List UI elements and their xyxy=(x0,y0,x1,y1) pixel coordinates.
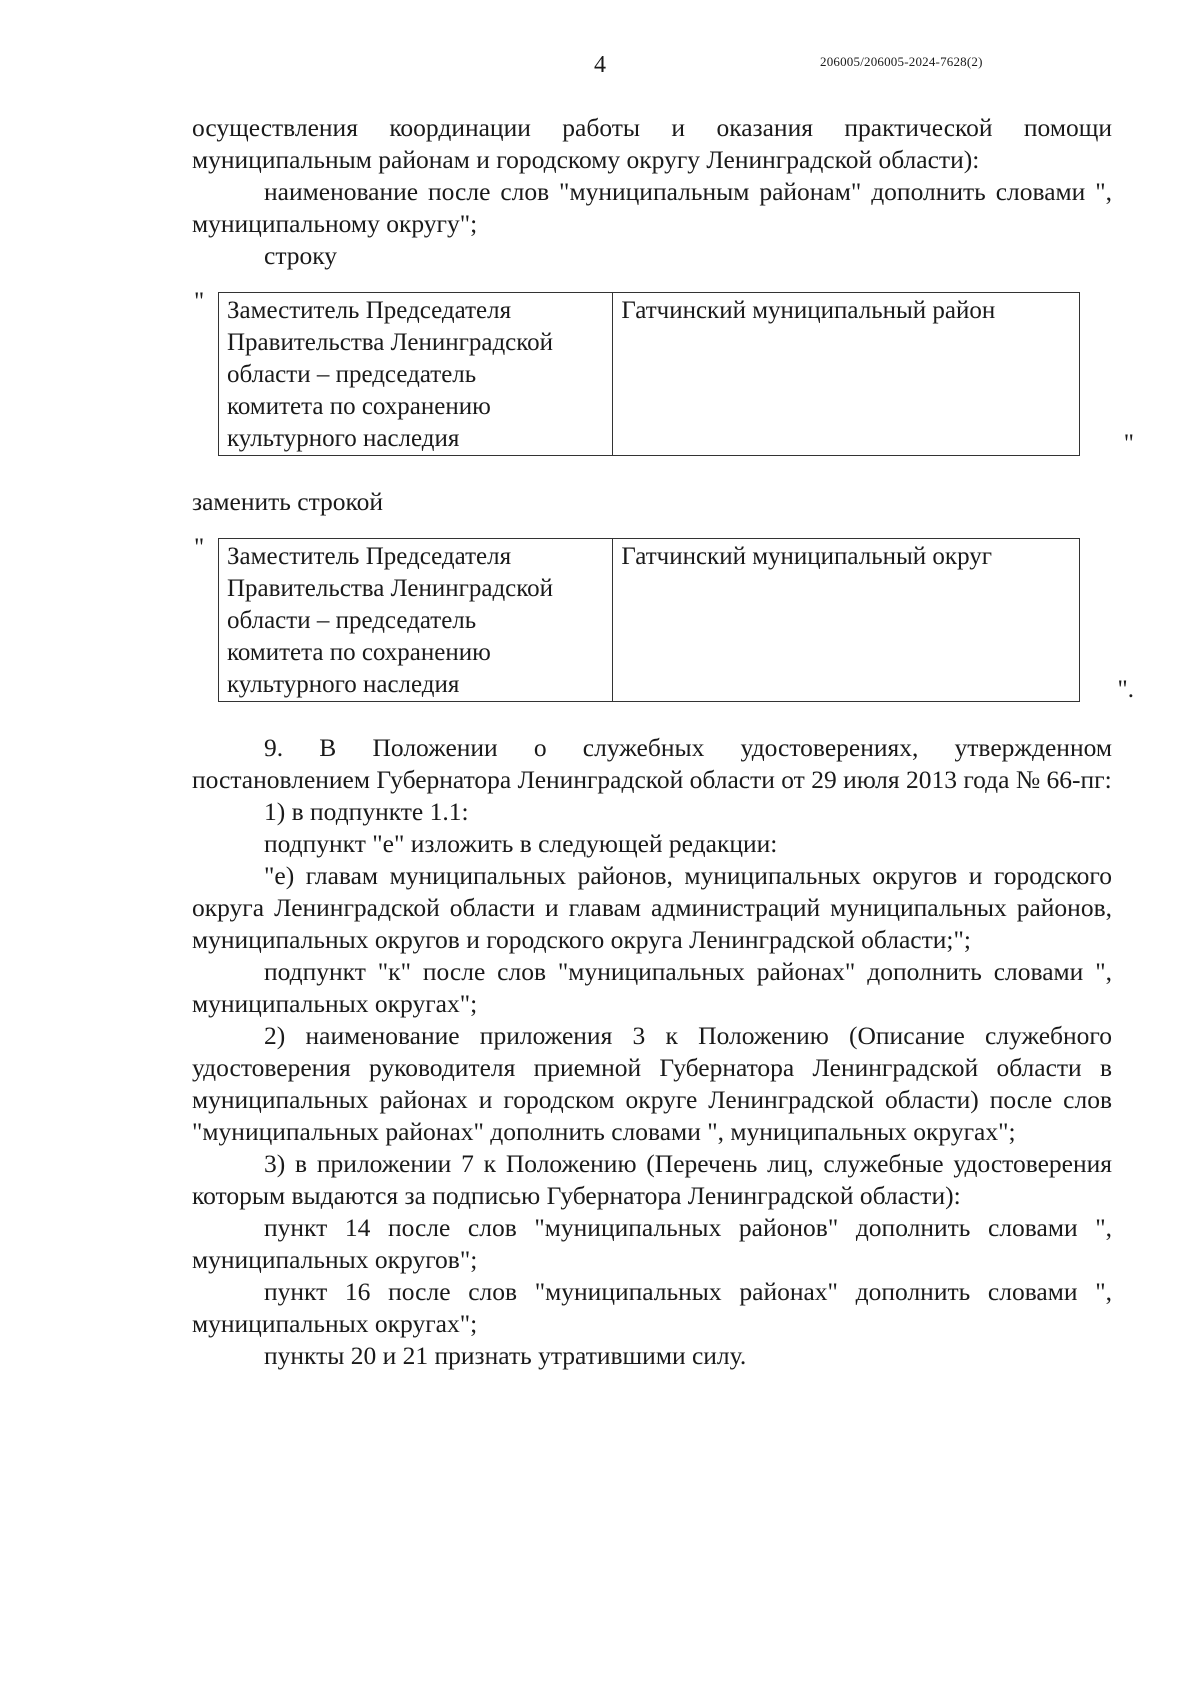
document-body xyxy=(192,112,1134,1372)
cell-line: Заместитель Председателя xyxy=(227,543,512,570)
cell-line: Правительства Ленинградской xyxy=(227,575,554,602)
paragraph-4: заменить строкой xyxy=(192,487,384,516)
cell-line: комитета по сохранению xyxy=(227,393,491,420)
paragraph-2: наименование после слов "муниципальным районам" дополнить словами ", муниципальному округу"; xyxy=(192,177,1112,238)
cell-line: комитета по сохранению xyxy=(227,639,491,666)
open-quote: " xyxy=(194,288,205,315)
cell-line: культурного наследия xyxy=(227,425,460,452)
table-row xyxy=(219,293,1080,456)
paragraph-12: пункт 14 после слов "муниципальных районов" дополнить словами ", муниципальных округов"; xyxy=(192,1213,1112,1274)
cell-line: Правительства Ленинградской xyxy=(227,329,554,356)
paragraph-10: 2) наименование приложения 3 к Положению (Описание служебного удостоверения руководителя приемной Губернатора Ленинградской области в муниципальных районах и городском округе Ленинградской области) после слов "муниципальных районах" дополнить словами ", муниципальных округах"; xyxy=(192,1021,1112,1146)
page-number: 4 xyxy=(594,52,606,78)
table-cell-position xyxy=(219,293,613,456)
cell-line: Заместитель Председателя xyxy=(227,297,512,324)
cell-line: культурного наследия xyxy=(227,671,460,698)
paragraph-6: 1) в подпункте 1.1: xyxy=(264,797,469,826)
document-id: 206005/206005-2024-7628(2) xyxy=(820,54,983,69)
paragraph-3: строку xyxy=(264,241,338,270)
new-row-table-wrap xyxy=(194,534,1134,703)
paragraph-9: подпункт "к" после слов "муниципальных районах" дополнить словами ", муниципальных округах"; xyxy=(192,957,1112,1018)
cell-line: области – председатель xyxy=(227,361,477,388)
old-row-table xyxy=(218,292,1080,456)
cell-line: области – председатель xyxy=(227,607,477,634)
paragraph-11: 3) в приложении 7 к Положению (Перечень лиц, служебные удостоверения которым выдаются за подписью Губернатора Ленинградской области): xyxy=(192,1149,1112,1210)
paragraph-13: пункт 16 после слов "муниципальных районах" дополнить словами ", муниципальных округах"; xyxy=(192,1277,1112,1338)
paragraph-7: подпункт "е" изложить в следующей редакции: xyxy=(264,829,778,858)
paragraph-14: пункты 20 и 21 признать утратившими силу. xyxy=(264,1341,747,1370)
new-row-table xyxy=(218,538,1080,702)
paragraph-1: осуществления координации работы и оказания практической помощи муниципальным районам и городскому округу Ленинградской области): xyxy=(192,113,1112,174)
table-cell-district: Гатчинский муниципальный округ xyxy=(613,539,1080,702)
old-row-table-wrap xyxy=(194,288,1134,457)
table-cell-position xyxy=(219,539,613,702)
close-quote: ". xyxy=(1117,676,1134,703)
open-quote: " xyxy=(194,534,205,561)
paragraph-8: "е) главам муниципальных районов, муниципальных округов и городского округа Ленинградской области и главам администраций муниципальных районов, муниципальных округов и городского округа Ленинградской области;"; xyxy=(192,861,1112,954)
close-quote: " xyxy=(1123,430,1134,457)
table-row xyxy=(219,539,1080,702)
paragraph-5: 9. В Положении о служебных удостоверениях, утвержденном постановлением Губернатора Ленинградской области от 29 июля 2013 года № 66-пг: xyxy=(192,733,1112,794)
table-cell-district: Гатчинский муниципальный район xyxy=(613,293,1080,456)
